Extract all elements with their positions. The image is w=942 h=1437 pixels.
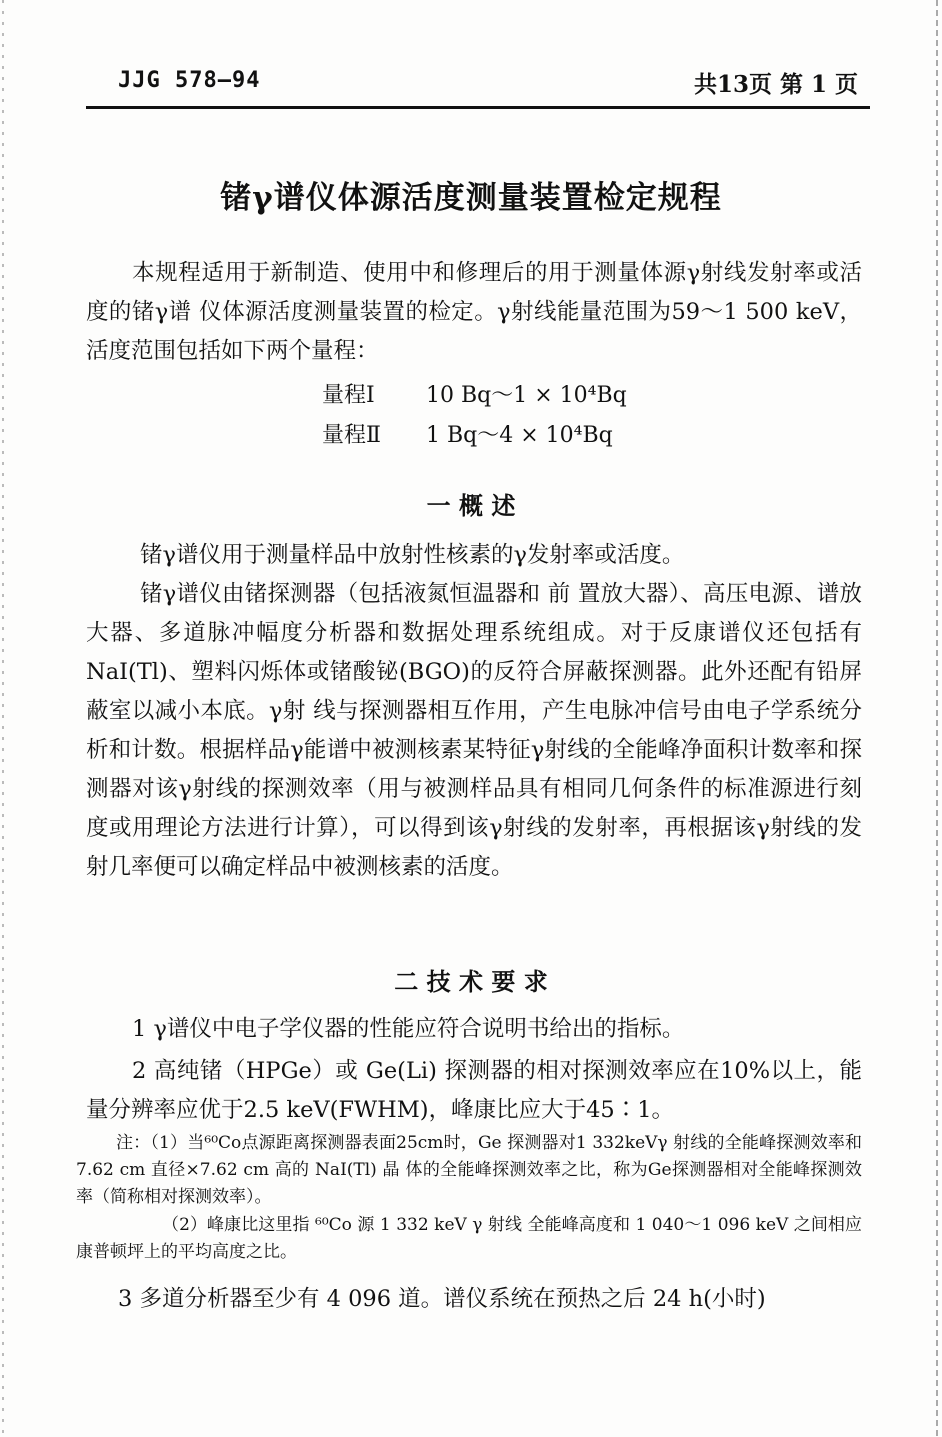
intro-paragraph: 本规程适用于新制造、使用中和修理后的用于测量体源γ射线发射率或活度的锗γ谱 仪体源活度测量装置的检定。γ射线能量范围为59～1 500 keV，活度范围包括如下两个量程： [86,260,862,364]
range-2 [322,418,613,449]
document-title: 锗γ谱仪体源活度测量装置检定规程 [220,180,722,216]
section-heading-requirements: 二 技 术 要 求 [394,967,548,996]
overview-paragraph-2: 锗γ谱仪由锗探测器（包括液氮恒温器和 前 置放大器）、高压电源、谱放大器、多道脉冲幅度分析器和数据处理系统组成。对于反康谱仪还包括有 NaI(Tl)、塑料闪烁体或锗酸铋(BGO)的反符合屏蔽探测器。此外还配有铅屏蔽室以减小本底。γ射 线与探测器相互作用，产生电脉冲信号由电子学系统分析和计数。根据样品γ能谱中被测核素某特征γ射线的全能峰净面积计数率和探测器对该γ射线的探测效率（用与被测样品具有相同几何条件的标准源进行刻度或用理论方法进行计算），可以得到该γ射线的发射率，再根据该γ射线的发射几率便可以确定样品中被测核素的活度。 [86,581,862,880]
range-1-label: 量程Ⅰ [322,383,375,408]
header-rule [86,106,870,109]
requirement-item-3: 3 多道分析器至少有 4 096 道。谱仪系统在预热之后 24 h(小时) [118,1286,766,1312]
requirement-item-1: 1 γ谱仪中电子学仪器的性能应符合说明书给出的指标。 [132,1016,685,1042]
requirement-item-2: 2 高纯锗（HPGe）或 Ge(Li) 探测器的相对探测效率应在10%以上，能量分辨率应优于2.5 keV(FWHM)，峰康比应大于45∶1。 [86,1058,862,1123]
range-1-value: 10 Bq～1 × 10⁴Bq [426,383,627,408]
range-2-value: 1 Bq～4 × 10⁴Bq [426,423,613,448]
page-header [118,64,858,104]
overview-paragraph-1: 锗γ谱仪用于测量样品中放射性核素的γ发射率或活度。 [140,542,685,568]
range-2-label: 量程Ⅱ [322,423,381,448]
range-1 [322,378,627,409]
section-heading-overview: 一 概 述 [426,491,516,520]
document-code: JJG 578—94 [118,68,261,93]
page-number-info: 共13页 第 1 页 [693,71,858,98]
note-2: （2）峰康比这里指 ⁶⁰Co 源 1 332 keV γ 射线 全能峰高度和 1 040～1 096 keV 之间相应康普顿坪上的平均高度之比。 [76,1215,862,1262]
note-1: 注：（1）当⁶⁰Co点源距离探测器表面25cm时，Ge 探测器对1 332keVγ 射线的全能峰探测效率和 7.62 cm 直径×7.62 cm 高的 NaI(Tl) 晶 体的全能峰探测效率之比，称为Ge探测器相对全能峰探测效率（简称相对探测效率）。 [76,1133,862,1207]
